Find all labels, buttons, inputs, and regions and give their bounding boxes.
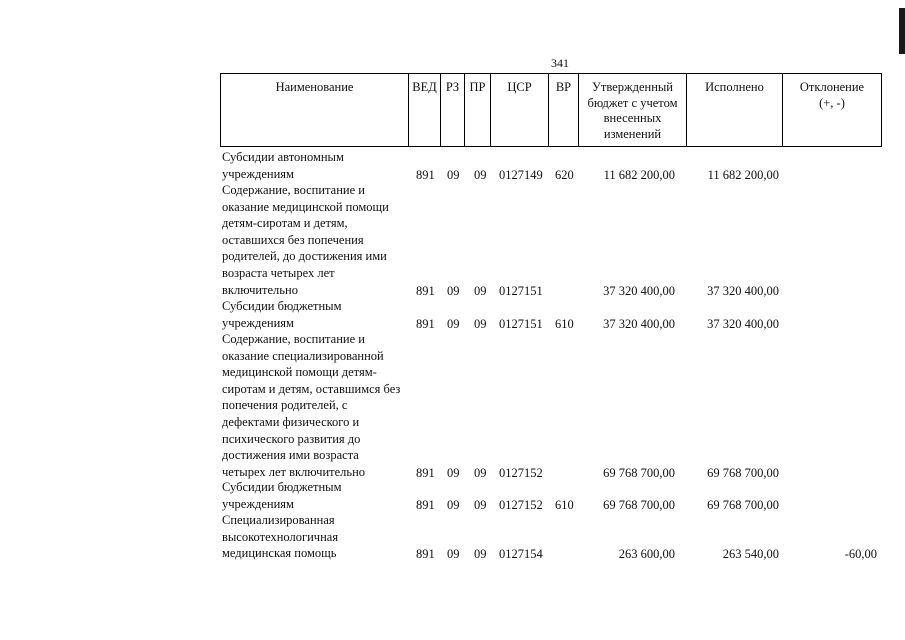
row-name-line: включительно [222,282,298,297]
header-vr: ВР [549,74,579,146]
row-name [222,149,407,182]
table-row [222,298,882,331]
row-name-line: учреждениям [222,496,294,511]
row-name-line: дефектами физического и [222,414,360,429]
cell-executed: 69 768 700,00 [707,497,779,512]
cell-pr: 09 [474,167,487,182]
cell-csr: 0127149 [499,167,543,182]
row-name-line: достижения ими возраста [222,448,359,463]
row-name-line: детям-сиротам и детям, [222,216,348,231]
table-row [222,512,882,562]
cell-approved: 37 320 400,00 [603,283,675,298]
row-name-line: Содержание, воспитание и [222,332,365,346]
cell-csr: 0127151 [499,283,543,298]
row-name-line: учреждениям [222,315,294,330]
header-executed: Исполнено [687,74,783,146]
header-approved-line: бюджет с учетом [587,95,678,110]
header-name: Наименование [221,74,409,146]
row-name-line: попечения родителей, с [222,398,348,413]
row-name-line: Субсидии бюджетным [222,480,342,494]
row-name-line: Субсидии бюджетным [222,299,342,313]
row-name-line: родителей, до достижения ими [222,249,387,264]
header-pr: ПР [465,74,491,146]
row-name-line: Содержание, воспитание и [222,183,365,197]
cell-ved: 891 [416,465,435,480]
cell-executed: 263 540,00 [722,547,779,562]
header-approved-line: Утвержденный [592,80,673,94]
cell-pr: 09 [474,316,487,331]
header-ved: ВЕД [409,74,441,146]
cell-ved: 891 [416,497,435,512]
cell-rz: 09 [447,547,460,562]
cell-approved: 37 320 400,00 [603,316,675,331]
cell-rz: 09 [447,283,460,298]
cell-pr: 09 [474,283,487,298]
cell-ved: 891 [416,547,435,562]
header-approved-line: внесенных [603,111,662,125]
cell-ved: 891 [416,283,435,298]
cell-rz: 09 [447,167,460,182]
cell-ved: 891 [416,316,435,331]
cell-rz: 09 [447,316,460,331]
row-name-line: медицинская помощь [222,546,337,561]
cell-executed: 11 682 200,00 [707,167,779,182]
cell-csr: 0127152 [499,465,543,480]
cell-vr: 610 [555,316,574,331]
header-approved-line: изменений [603,126,662,141]
header-csr: ЦСР [491,74,549,146]
row-name-line: высокотехнологичная [222,529,339,544]
table-body [222,0,882,640]
cell-approved: 11 682 200,00 [603,167,675,182]
header-deviation-line: (+, -) [819,95,845,110]
table-row [222,479,882,512]
table-row [222,182,882,298]
row-name-line: учреждениям [222,166,294,181]
table-row [222,331,882,480]
cell-rz: 09 [447,465,460,480]
scan-edge-mark [899,8,905,54]
cell-pr: 09 [474,497,487,512]
cell-csr: 0127151 [499,316,543,331]
row-name-line: оказание специализированной [222,348,384,363]
header-rz: РЗ [441,74,465,146]
row-name [222,512,407,562]
cell-deviation: -60,00 [844,547,877,562]
cell-approved: 69 768 700,00 [603,465,675,480]
page-number: 341 [551,56,569,70]
cell-approved: 263 600,00 [618,547,675,562]
cell-vr: 620 [555,167,574,182]
row-name-line: оставшихся без попечения [222,232,364,247]
row-name [222,298,407,331]
cell-pr: 09 [474,547,487,562]
cell-approved: 69 768 700,00 [603,497,675,512]
row-name-line: сиротам и детям, оставшимся без [222,381,401,396]
cell-executed: 69 768 700,00 [707,465,779,480]
row-name-line: медицинской помощи детям- [222,365,377,380]
row-name [222,479,407,512]
cell-rz: 09 [447,497,460,512]
cell-executed: 37 320 400,00 [707,316,779,331]
table-row [222,149,882,182]
row-name-line: четырех лет включительно [222,464,366,479]
row-name [222,331,407,480]
row-name-line: Специализированная [222,513,335,527]
row-name-line: психического развития до [222,431,361,446]
cell-vr: 610 [555,497,574,512]
cell-pr: 09 [474,465,487,480]
row-name-line: Субсидии автономным [222,150,344,164]
header-deviation-line: Отклонение [799,80,865,94]
cell-csr: 0127152 [499,497,543,512]
cell-ved: 891 [416,167,435,182]
row-name-line: оказание медицинской помощи [222,199,389,214]
cell-executed: 37 320 400,00 [707,283,779,298]
row-name-line: возраста четырех лет [222,265,335,280]
cell-csr: 0127154 [499,547,543,562]
row-name [222,182,407,298]
